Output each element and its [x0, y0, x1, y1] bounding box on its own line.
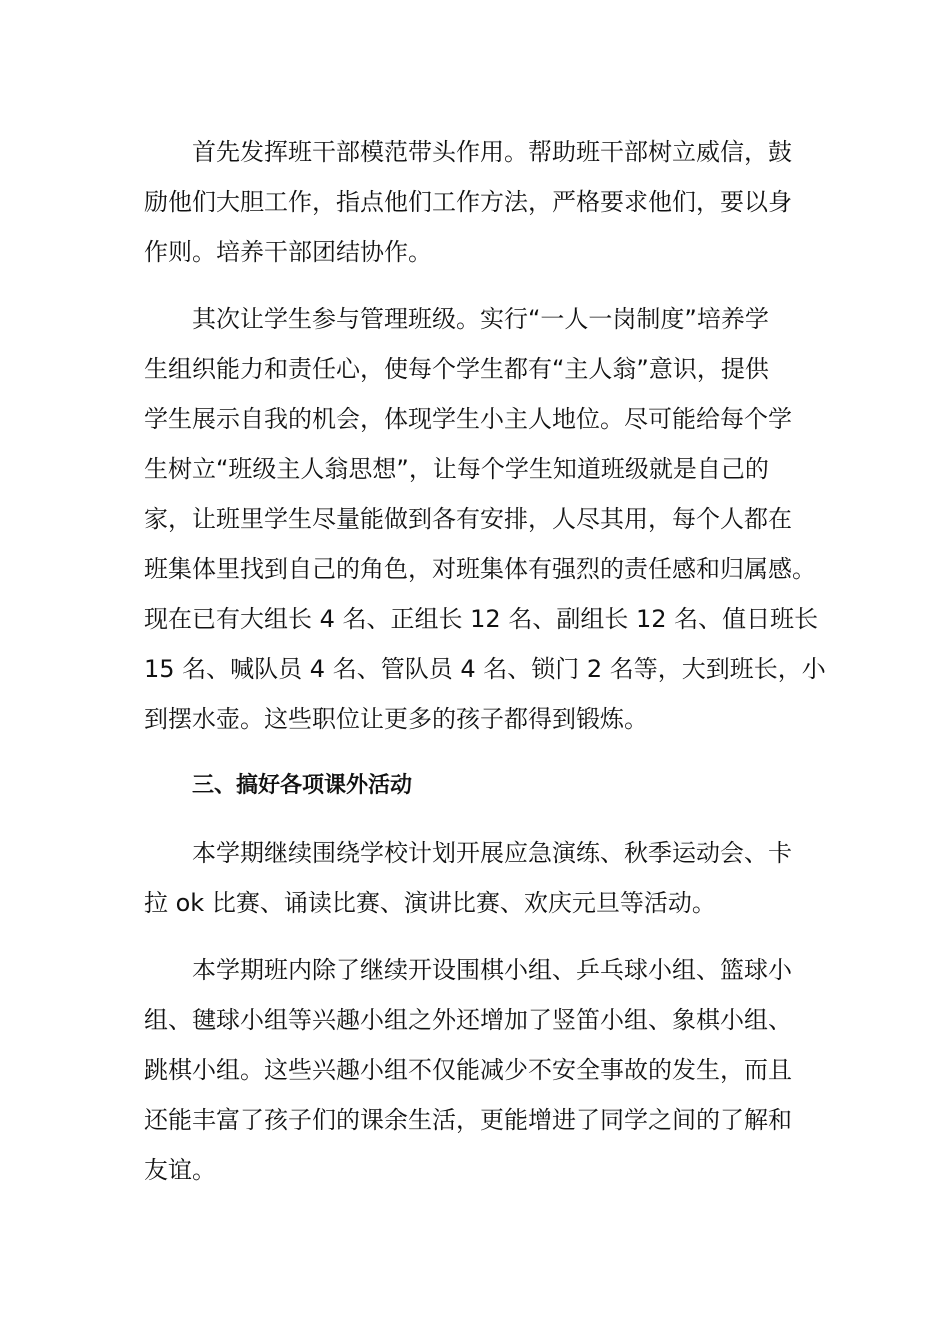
text-line: 到摆水壶。这些职位让更多的孩子都得到锻炼。 — [144, 705, 648, 733]
text-line: 首先发挥班干部模范带头作用。帮助班干部树立威信，鼓 — [192, 138, 792, 166]
text-line: 友谊。 — [144, 1156, 216, 1184]
text-line: 生树立“班级主人翁思想”，让每个学生知道班级就是自己的 — [144, 455, 769, 483]
text-line: 15 名、喊队员 4 名、管队员 4 名、锁门 2 名等，大到班长，小 — [144, 655, 826, 683]
text-line: 组、毽球小组等兴趣小组之外还增加了竖笛小组、象棋小组、 — [144, 1006, 792, 1034]
text-line: 班集体里找到自己的角色，对班集体有强烈的责任感和归属感。 — [144, 555, 816, 583]
text-line: 学生展示自我的机会，体现学生小主人地位。尽可能给每个学 — [144, 405, 792, 433]
text-line: 拉 ok 比赛、诵读比赛、演讲比赛、欢庆元旦等活动。 — [144, 889, 716, 917]
text-line: 跳棋小组。这些兴趣小组不仅能减少不安全事故的发生，而且 — [144, 1056, 792, 1084]
text-line: 作则。培养干部团结协作。 — [144, 238, 432, 266]
text-line: 本学期班内除了继续开设围棋小组、乒乓球小组、篮球小 — [192, 956, 792, 984]
paragraph-interest-groups — [144, 945, 810, 1195]
section-heading: 三、搞好各项课外活动 — [192, 773, 413, 798]
text-line: 生组织能力和责任心，使每个学生都有“主人翁”意识，提供 — [144, 355, 769, 383]
text-line: 励他们大胆工作，指点他们工作方法，严格要求他们，要以身 — [144, 188, 792, 216]
text-line: 家，让班里学生尽量能做到各有安排，人尽其用，每个人都在 — [144, 505, 792, 533]
text-line: 本学期继续围绕学校计划开展应急演练、秋季运动会、卡 — [192, 839, 792, 867]
text-line: 现在已有大组长 4 名、正组长 12 名、副组长 12 名、值日班长 — [144, 605, 819, 633]
paragraph-class-leaders — [144, 127, 810, 277]
paragraph-activities — [144, 828, 810, 928]
paragraph-student-management — [144, 294, 826, 744]
text-line: 其次让学生参与管理班级。实行“一人一岗制度”培养学 — [192, 305, 769, 333]
text-line: 还能丰富了孩子们的课余生活，更能增进了同学之间的了解和 — [144, 1106, 792, 1134]
